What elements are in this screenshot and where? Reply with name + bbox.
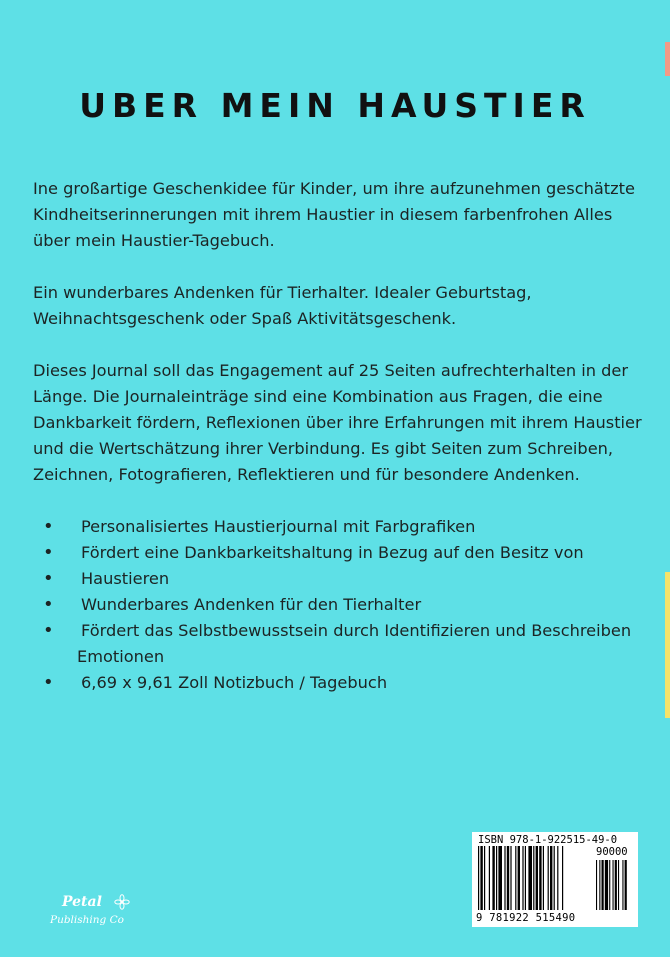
publisher-logo-subtitle: Publishing Co	[50, 914, 124, 926]
publisher-logo-name: Petal	[62, 894, 102, 910]
barcode-bars-icon	[472, 846, 638, 916]
flower-icon	[114, 894, 130, 910]
list-item-text: Fördert das Selbstbewusstsein durch Identifizieren und Beschreiben Emotionen	[77, 621, 632, 666]
list-item-text: Haustieren	[81, 569, 170, 588]
edge-color-mark-middle	[665, 572, 670, 718]
list-item	[33, 670, 645, 696]
list-item-text: Fördert eine Dankbarkeitshaltung in Bezug auf den Besitz von	[81, 543, 584, 562]
paragraph-gift: Ein wunderbares Andenken für Tierhalter. Idealer Geburtstag, Weihnachtsgeschenk oder Spaß Aktivitätsgeschenk.	[33, 283, 532, 328]
list-item	[33, 566, 645, 592]
list-item	[33, 618, 645, 670]
list-item-text: Wunderbares Andenken für den Tierhalter	[81, 595, 422, 614]
page-title: UBER MEIN HAUSTIER	[79, 86, 591, 125]
edge-color-mark-top	[665, 42, 670, 76]
paragraph-journal: Dieses Journal soll das Engagement auf 25 Seiten aufrechterhalten in der Länge. Die Journaleinträge sind eine Kombination aus Fragen, die eine Dankbarkeit fördern, Reflexionen über ihre Erfahrungen mit ihrem Haustier und die Wertschätzung ihrer Verbindung. Es gibt Seiten zum Schreiben, Zeichnen, Fotografieren, Reflektieren und für besondere Andenken.	[33, 361, 642, 484]
isbn-barcode	[472, 832, 638, 927]
price-addon-code: 90000	[596, 846, 628, 858]
feature-list	[33, 514, 645, 696]
list-item	[33, 540, 645, 566]
paragraph-intro: Ine großartige Geschenkidee für Kinder, um ihre aufzunehmen geschätzte Kindheitserinnerungen mit ihrem Haustier in diesem farbenfrohen Alles über mein Haustier-Tagebuch.	[33, 179, 635, 250]
list-item-text: Personalisiertes Haustierjournal mit Farbgrafiken	[81, 517, 476, 536]
list-item-text: 6,69 x 9,61 Zoll Notizbuch / Tagebuch	[81, 673, 388, 692]
isbn-number: ISBN 978-1-922515-49-0	[478, 834, 618, 846]
publisher-logo	[48, 894, 148, 934]
description-body	[33, 176, 645, 696]
list-item	[33, 592, 645, 618]
barcode-digits: 9 781922 515490	[476, 912, 576, 924]
list-item	[33, 514, 645, 540]
